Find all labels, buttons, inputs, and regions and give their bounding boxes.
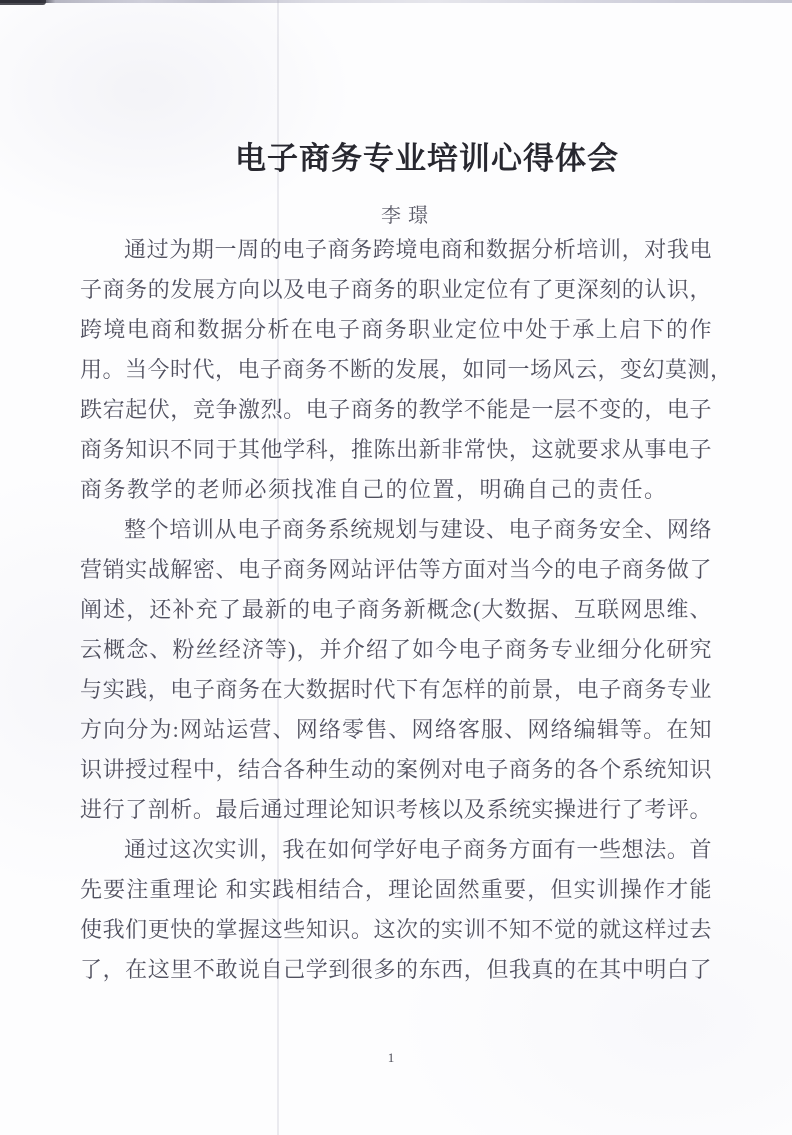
text-line: 跌宕起伏，竞争激烈。电子商务的教学不能是一层不变的，电子 [80, 397, 712, 422]
text-line: 用。当今时代，电子商务不断的发展，如同一场风云，变幻莫测， [80, 357, 733, 382]
text-line: 商务教学的老师必须找准自己的位置，明确自己的责任。 [80, 477, 668, 502]
text-line: 商务知识不同于其他学科，推陈出新非常快，这就要求从事电子 [80, 437, 712, 462]
text-line: 与实践，电子商务在大数据时代下有怎样的前景，电子商务专业 [80, 677, 712, 702]
text-line: 先要注重理论 和实践相结合，理论固然重要，但实训操作才能 [80, 877, 712, 902]
text-line: 跨境电商和数据分析在电子商务职业定位中处于承上启下的作 [80, 317, 712, 342]
document-title: 电子商务专业培训心得体会 [235, 141, 619, 176]
text-line: 整个培训从电子商务系统规划与建设、电子商务安全、网络 [124, 517, 712, 542]
scan-artifact-top-edge [0, 0, 792, 3]
text-line: 了，在这里不敢说自己学到很多的东西，但我真的在其中明白了 [80, 957, 712, 982]
text-line: 阐述，还补充了最新的电子商务新概念(大数据、互联网思维、 [80, 597, 712, 622]
text-line: 方向分为:网站运营、网络零售、网络客服、网络编辑等。在知 [80, 717, 712, 742]
text-line: 子商务的发展方向以及电子商务的职业定位有了更深刻的认识， [80, 277, 712, 302]
author-name: 李璟 [381, 205, 435, 227]
text-line: 营销实战解密、电子商务网站评估等方面对当今的电子商务做了 [80, 557, 712, 582]
scan-artifact-corner-mark [0, 0, 46, 5]
text-line: 通过为期一周的电子商务跨境电商和数据分析培训，对我电 [124, 237, 712, 262]
text-line: 进行了剖析。最后通过理论知识考核以及系统实操进行了考评。 [80, 797, 712, 822]
page-number: 1 [387, 1050, 395, 1065]
text-line: 通过这次实训，我在如何学好电子商务方面有一些想法。首 [124, 837, 712, 862]
text-line: 识讲授过程中，结合各种生动的案例对电子商务的各个系统知识 [80, 757, 712, 782]
text-line: 云概念、粉丝经济等)，并介绍了如今电子商务专业细分化研究 [80, 637, 712, 662]
document-body [80, 230, 733, 990]
text-line: 使我们更快的掌握这些知识。这次的实训不知不觉的就这样过去 [80, 917, 712, 942]
